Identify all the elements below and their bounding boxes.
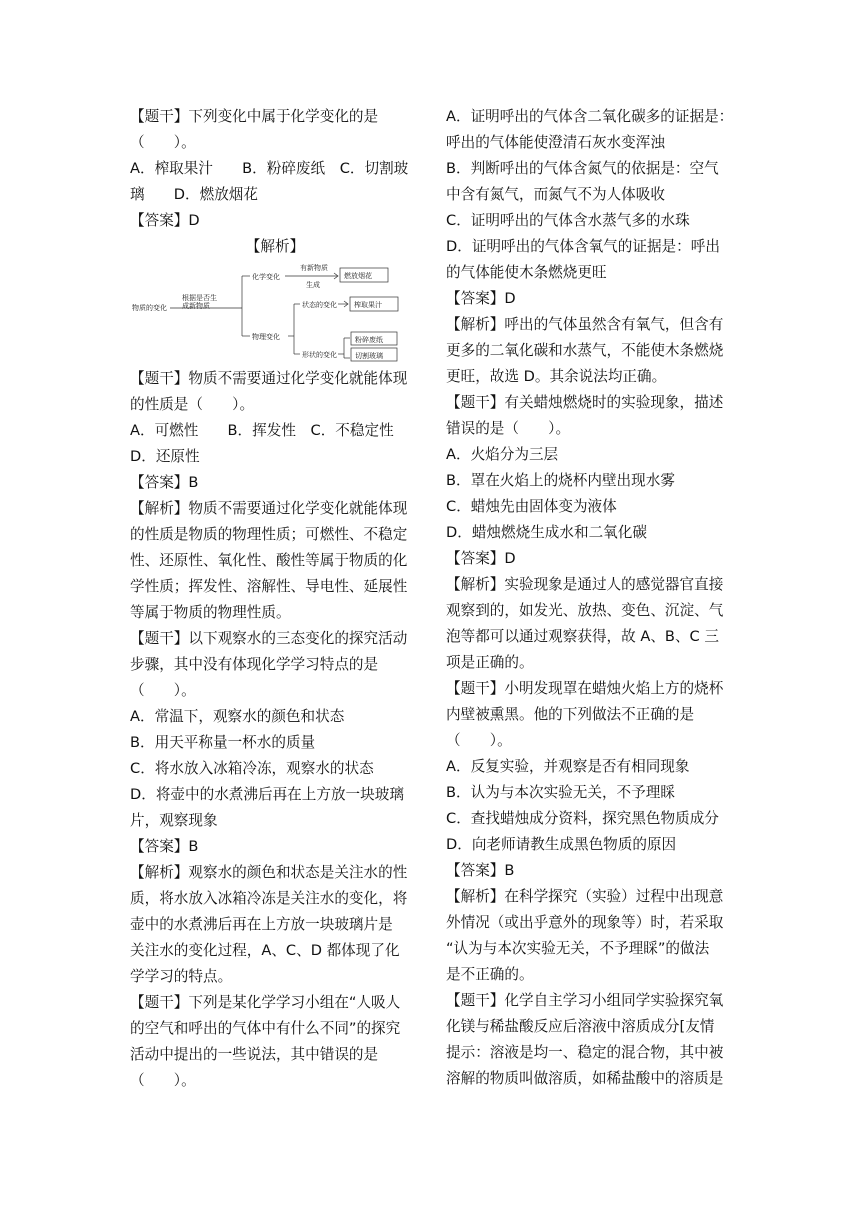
- text-line: 【题干】小明发现罩在蜡烛火焰上方的烧杯: [446, 680, 724, 697]
- text-line: 关注水的变化过程，A、C、D 都体现了化: [130, 942, 400, 959]
- text-line: 泡等都可以通过观察获得，故 A、B、C 三: [446, 628, 719, 645]
- text-line: 的气体能使木条燃烧更旺: [446, 264, 607, 281]
- text-line: D．还原性: [130, 448, 200, 465]
- left-text-block-b: [130, 366, 420, 1094]
- diagram-box-juice-label: 榨取果汁: [354, 301, 382, 309]
- text-line: 【答案】D: [446, 550, 516, 567]
- text-line: 【解析】物质不需要通过化学变化就能体现: [130, 500, 408, 517]
- text-line: 活动中提出的一些说法，其中错误的是: [130, 1046, 379, 1063]
- text-line: 质，将水放入冰箱冷冻是关注水的变化，将: [130, 890, 408, 907]
- text-line: C．将水放入冰箱冷冻，观察水的状态: [130, 760, 374, 777]
- text-line: 璃 D．燃放烟花: [130, 186, 258, 203]
- text-line: C．蜡烛先由固体变为液体: [446, 498, 617, 515]
- text-line: B．用天平称量一杯水的质量: [130, 734, 316, 751]
- diagram-shape-change-label: 形状的变化: [302, 351, 337, 359]
- text-line: 性、还原性、氧化性、酸性等属于物质的化: [130, 552, 408, 569]
- text-line: 内壁被熏黑。他的下列做法不正确的是: [446, 706, 695, 723]
- text-line: 【题干】下列是某化学学习小组在“人吸人: [130, 994, 401, 1011]
- diagram-new-substance-label-1: 有新物质: [300, 264, 328, 272]
- text-line: 步骤，其中没有体现化学学习特点的是: [130, 656, 379, 673]
- text-line: C．证明呼出的气体含水蒸气多的水珠: [446, 212, 690, 229]
- right-column: [446, 104, 736, 1092]
- text-line: （ ）。: [446, 732, 512, 749]
- diagram-chemical-label: 化学变化: [252, 273, 280, 281]
- text-line: D．将壶中的水煮沸后再在上方放一块玻璃: [130, 786, 404, 803]
- text-line: 错误的是（ ）。: [446, 420, 571, 437]
- text-line: D．向老师请教生成黑色物质的原因: [446, 836, 677, 853]
- text-line: 呼出的气体能使澄清石灰水变浑浊: [446, 134, 665, 151]
- text-line: 化镁与稀盐酸反应后溶液中溶质成分[友情: [446, 1018, 715, 1035]
- text-line: A．可燃性 B．挥发性 C．不稳定性: [130, 422, 394, 439]
- text-line: 【答案】B: [130, 474, 199, 491]
- text-line: 等属于物质的物理性质。: [130, 604, 291, 621]
- classification-diagram: [130, 262, 420, 362]
- text-line: （ ）。: [130, 134, 196, 151]
- text-line: 【解析】在科学探究（实验）过程中出现意: [446, 888, 724, 905]
- diagram-box-fireworks-label: 燃放烟花: [344, 272, 372, 280]
- text-line: 【解析】观察水的颜色和状态是关注水的性: [130, 864, 408, 881]
- diagram-box-paper-label: 粉碎废纸: [355, 336, 383, 344]
- text-line: 是不正确的。: [446, 966, 534, 983]
- diagram-criterion-label-2: 成新物质: [182, 302, 210, 310]
- text-line: D．蜡烛燃烧生成水和二氧化碳: [446, 524, 647, 541]
- left-text-block-a: [130, 104, 420, 234]
- text-line: 项是正确的。: [446, 654, 534, 671]
- text-line: D．证明呼出的气体含氧气的证据是：呼出: [446, 238, 720, 255]
- text-line: 溶解的物质叫做溶质，如稀盐酸中的溶质是: [446, 1070, 724, 1087]
- text-line: C．查找蜡烛成分资料，探究黑色物质成分: [446, 810, 719, 827]
- analysis-heading: 【解析】: [245, 238, 305, 255]
- text-line: 【答案】B: [446, 862, 515, 879]
- text-line: 外情况（或出乎意外的现象等）时，若采取: [446, 914, 724, 931]
- text-line: A．榨取果汁 B．粉碎废纸 C．切割玻: [130, 160, 409, 177]
- text-line: “认为与本次实验无关，不予理睬”的做法: [446, 940, 710, 957]
- diagram-box-glass-label: 切割玻璃: [355, 352, 383, 360]
- text-line: 更旺，故选 D。其余说法均正确。: [446, 368, 667, 385]
- text-line: B．罩在火焰上的烧杯内壁出现水雾: [446, 472, 675, 489]
- text-line: 壶中的水煮沸后再在上方放一块玻璃片是: [130, 916, 393, 933]
- text-line: B．认为与本次实验无关，不予理睬: [446, 784, 675, 801]
- text-line: A．常温下，观察水的颜色和状态: [130, 708, 345, 725]
- text-line: 【答案】B: [130, 838, 199, 855]
- diagram-root-label: 物质的变化: [132, 304, 167, 312]
- text-line: 中含有氮气，而氮气不为人体吸收: [446, 186, 665, 203]
- text-line: 【解析】呼出的气体虽然含有氧气，但含有: [446, 316, 724, 333]
- text-line: 学学习的特点。: [130, 968, 233, 985]
- text-line: A．反复实验，并观察是否有相同现象: [446, 758, 690, 775]
- text-line: 【题干】有关蜡烛燃烧时的实验现象，描述: [446, 394, 724, 411]
- diagram-physical-label: 物理变化: [252, 333, 280, 341]
- text-line: 学性质；挥发性、溶解性、导电性、延展性: [130, 578, 408, 595]
- text-line: 的空气和呼出的气体中有什么不同”的探究: [130, 1020, 401, 1037]
- diagram-new-substance-label-2: 生成: [306, 281, 320, 289]
- text-line: 提示：溶液是均一、稳定的混合物，其中被: [446, 1044, 724, 1061]
- text-line: 【题干】化学自主学习小组同学实验探究氧: [446, 992, 724, 1009]
- text-line: 观察到的，如发光、放热、变色、沉淀、气: [446, 602, 724, 619]
- text-line: （ ）。: [130, 682, 196, 699]
- text-line: 的性质是物质的物理性质；可燃性、不稳定: [130, 526, 408, 543]
- text-line: 【解析】实验现象是通过人的感觉器官直接: [446, 576, 724, 593]
- text-line: A．证明呼出的气体含二氧化碳多的证据是：: [446, 108, 734, 125]
- text-line: 【答案】D: [130, 212, 200, 229]
- text-line: A．火焰分为三层: [446, 446, 559, 463]
- text-line: 更多的二氧化碳和水蒸气，不能使木条燃烧: [446, 342, 724, 359]
- text-line: 的性质是（ ）。: [130, 396, 255, 413]
- text-line: 片，观察现象: [130, 812, 218, 829]
- text-line: B．判断呼出的气体含氮气的依据是：空气: [446, 160, 719, 177]
- diagram-state-change-label: 状态的变化: [302, 301, 337, 309]
- text-line: （ ）。: [130, 1072, 196, 1089]
- diagram-criterion-label-1: 根据是否生: [182, 294, 217, 302]
- text-line: 【题干】下列变化中属于化学变化的是: [130, 108, 379, 125]
- text-line: 【题干】以下观察水的三态变化的探究活动: [130, 630, 408, 647]
- text-line: 【题干】物质不需要通过化学变化就能体现: [130, 370, 408, 387]
- left-column: [130, 104, 420, 1094]
- text-line: 【答案】D: [446, 290, 516, 307]
